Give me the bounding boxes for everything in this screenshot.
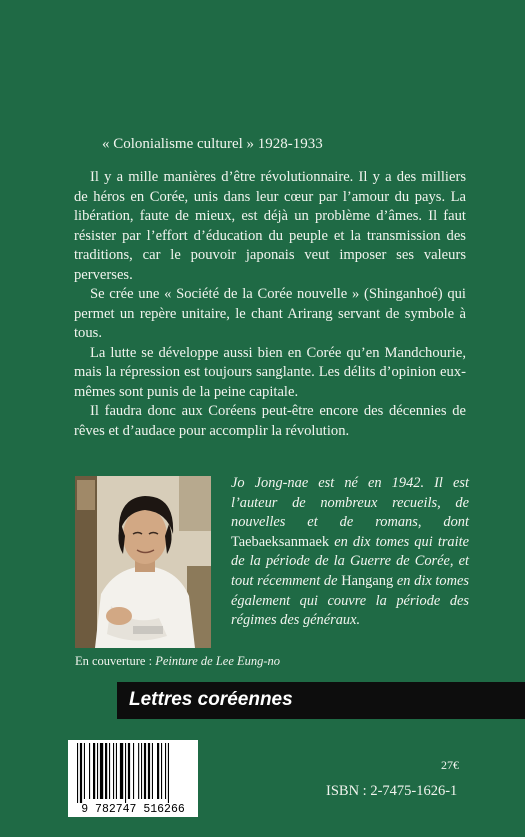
barcode-bar [125,743,126,803]
series-banner [117,682,525,719]
bio-text: en dix tomes également qui couvre la période des régimes des généraux. [231,572,469,629]
barcode-bar [148,743,150,799]
barcode-bar [161,743,162,799]
bio-text: Jo Jong-nae est né en 1942. Il est l’auteur de nombreux recueils, de nouvelles et de romans, dont [231,475,469,531]
barcode-bar [109,743,110,799]
barcode-bar [113,743,114,799]
barcode-bar [105,743,107,799]
author-portrait-illustration [75,476,211,648]
barcode-bar [152,743,153,799]
cover-credit [75,654,280,669]
price: 27€ [441,758,459,772]
barcode-bar [128,743,130,799]
synopsis-paragraph: Il y a mille manières d’être révolutionnaire. Il y a des milliers de héros en Corée, unis dans leur cœur par l’amour du pays. La libération, faute de mieux, est déjà un problème d’âmes. Il faut résister par l’effort d’éducation du peuple et la transmission des traditions, car le pouvoir japonais veut imposer ses valeurs perverses. [74,169,466,283]
barcode-bar [80,743,82,803]
back-cover-heading: « Colonialisme culturel » 1928-1933 [102,136,323,152]
barcode-bar [165,743,166,799]
bio-text: en dix tomes qui traite de la période de la Guerre de Corée, et tout récemment de [231,533,469,589]
barcode-bar [120,743,123,799]
barcode-bars [68,740,198,817]
barcode-bar [116,743,117,799]
author-photo [75,476,211,648]
bio-book-title: Taebaeksanmaek [231,533,330,550]
synopsis [74,168,466,441]
synopsis-paragraph: Se crée une « Société de la Corée nouvelle » (Shinganhoé) qui permet un repère unitaire, le chant Arirang servant de symbole à tous. [74,286,466,341]
barcode-bar [144,743,146,799]
barcode-bar [100,743,103,799]
barcode-bar [157,743,159,799]
barcode-bar [168,743,169,803]
barcode-bar [84,743,85,799]
barcode-bar [141,743,142,799]
series-title: Lettres coréennes [129,689,293,710]
barcode-bar [97,743,98,799]
cover-credit-label: En couverture : [75,654,156,668]
barcode-bar [77,743,78,803]
barcode-digits: 9 782747 516266 [81,803,185,816]
barcode-bar [89,743,90,799]
cover-credit-value: Peinture de Lee Eung-no [155,654,281,668]
synopsis-paragraph: Il faudra donc aux Coréens peut-être encore des décennies de rêves et d’audace pour accomplir la révolution. [74,403,466,439]
barcode-bar [93,743,95,799]
bio-book-title: Hangang [341,572,394,589]
barcode-bar [133,743,134,799]
synopsis-paragraph: La lutte se développe aussi bien en Corée qu’en Mandchourie, mais la répression est toujours sanglante. Les délits d’opinion eux-mêmes sont punis de la peine capitale. [74,344,466,400]
isbn: ISBN : 2-7475-1626-1 [326,783,458,799]
barcode [68,740,198,817]
author-bio [231,474,469,631]
barcode-bar [138,743,139,799]
